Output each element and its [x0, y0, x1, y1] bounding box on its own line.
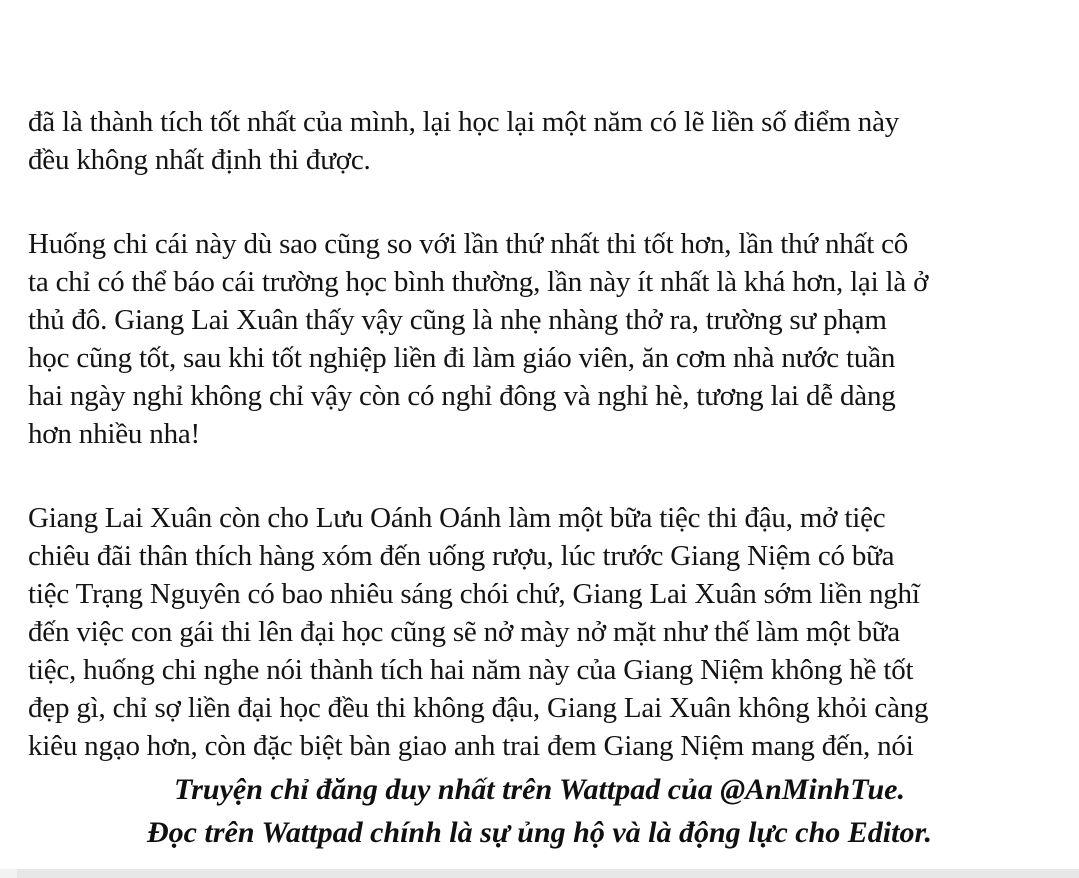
text-line: chiêu đãi thân thích hàng xóm đến uống rượu, lúc trước Giang Niệm có bữa	[28, 540, 895, 572]
paragraph-3	[28, 499, 1059, 765]
text-line: kiêu ngạo hơn, còn đặc biệt bàn giao anh trai đem Giang Niệm mang đến, nói	[28, 730, 914, 762]
footer-line: Truyện chỉ đăng duy nhất trên Wattpad của @AnMinhTue.	[174, 773, 905, 806]
text-line: thủ đô. Giang Lai Xuân thấy vậy cũng là nhẹ nhàng thở ra, trường sư phạm	[28, 304, 887, 336]
text-line: tiệc, huống chi nghe nói thành tích hai năm này của Giang Niệm không hề tốt	[28, 654, 914, 686]
text-line: Huống chi cái này dù sao cũng so với lần thứ nhất thi tốt hơn, lần thứ nhất cô	[28, 228, 909, 260]
text-line: Giang Lai Xuân còn cho Lưu Oánh Oánh làm một bữa tiệc thi đậu, mở tiệc	[28, 502, 886, 534]
text-line: đến việc con gái thi lên đại học cũng sẽ nở mày nở mặt như thế làm một bữa	[28, 616, 900, 648]
horizontal-scrollbar-track[interactable]	[0, 869, 1079, 878]
paragraph-2	[28, 225, 1059, 453]
text-line: ta chỉ có thể báo cái trường học bình thường, lần này ít nhất là khá hơn, lại là ở	[28, 266, 929, 298]
scrollbar-corner	[0, 869, 17, 878]
text-line: tiệc Trạng Nguyên có bao nhiêu sáng chói chứ, Giang Lai Xuân sớm liền nghĩ	[28, 578, 920, 610]
text-line: đều không nhất định thi được.	[28, 144, 371, 176]
footer-line: Đọc trên Wattpad chính là sự ủng hộ và là động lực cho Editor.	[147, 816, 932, 849]
story-text	[28, 103, 1059, 765]
text-line: hơn nhiều nha!	[28, 418, 200, 450]
paragraph-1	[28, 103, 1059, 179]
wattpad-attribution-note	[0, 768, 1079, 854]
text-line: học cũng tốt, sau khi tốt nghiệp liền đi làm giáo viên, ăn cơm nhà nước tuần	[28, 342, 896, 374]
text-line: hai ngày nghỉ không chỉ vậy còn có nghỉ đông và nghỉ hè, tương lai dễ dàng	[28, 380, 896, 412]
text-line: đẹp gì, chỉ sợ liền đại học đều thi không đậu, Giang Lai Xuân không khỏi càng	[28, 692, 929, 724]
text-line: đã là thành tích tốt nhất của mình, lại học lại một năm có lẽ liền số điểm này	[28, 106, 900, 138]
